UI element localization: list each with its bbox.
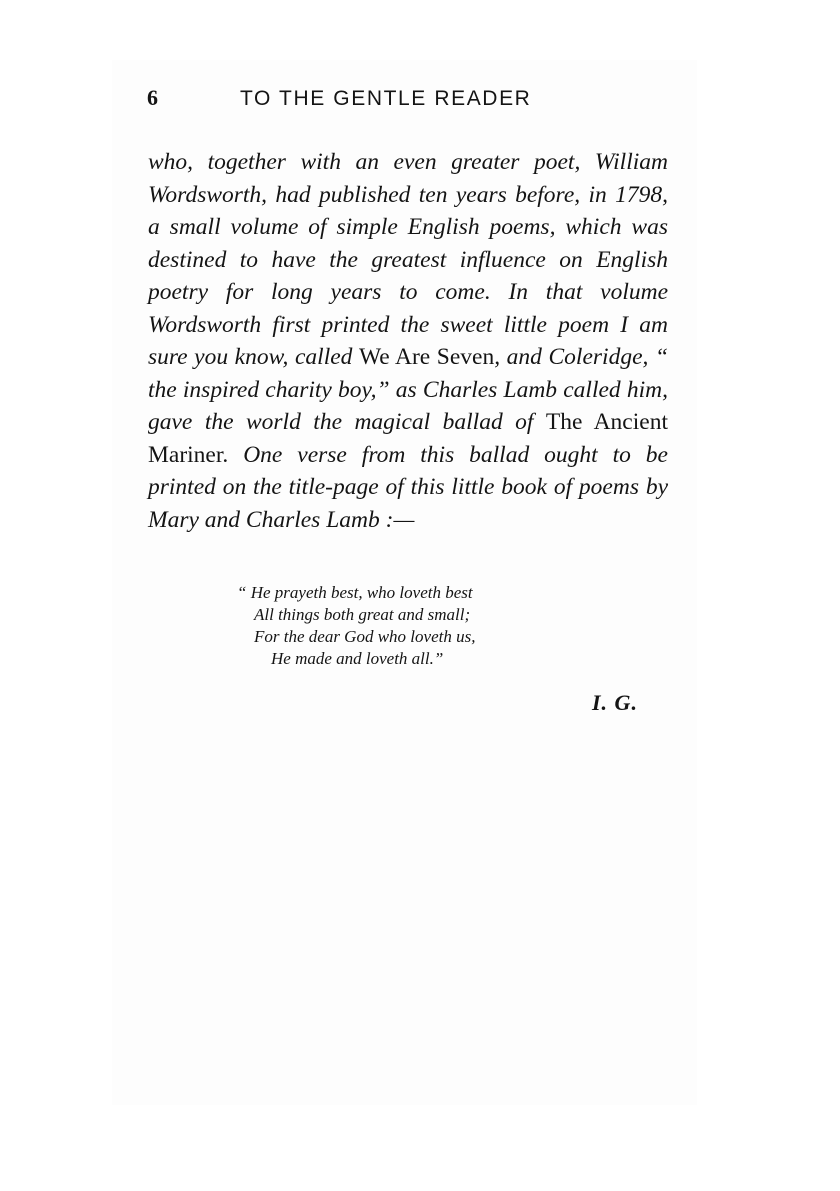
poem-title-we-are-seven: We Are Seven: [358, 344, 495, 370]
running-head: [147, 85, 667, 115]
body-text-italic-2: , and Coleridge, “ the inspired charity boy,” as Charles Lamb called him, gave the world the magical ballad of: [148, 344, 669, 435]
verse-line: All things both great and small;: [254, 605, 471, 624]
signature: I. G.: [592, 690, 638, 715]
verse-quotation: [237, 582, 475, 670]
body-paragraph: [148, 146, 668, 536]
verse-line: He made and loveth all.”: [271, 649, 444, 668]
verse-line: “ He prayeth best, who loveth best: [237, 583, 473, 602]
body-text-italic-1: who, together with an even greater poet, William Wordsworth, had published ten years before, in 1798, a small volume of simple English poems, which was destined to have the greatest influence on English poetry for long years to come. In that volume Wordsworth first printed the sweet little poem I am sure you know, called: [148, 149, 668, 370]
verse-line: For the dear God who loveth us,: [254, 627, 476, 646]
running-title: TO THE GENTLE READER: [240, 87, 532, 110]
poem-title-ancient-mariner: The Ancient Mariner.: [148, 409, 668, 468]
page-number: 6: [147, 85, 158, 110]
body-text-italic-3: One verse from this ballad ought to be printed on the title-page of this little book of poems by Mary and Charles Lamb :—: [148, 441, 668, 533]
